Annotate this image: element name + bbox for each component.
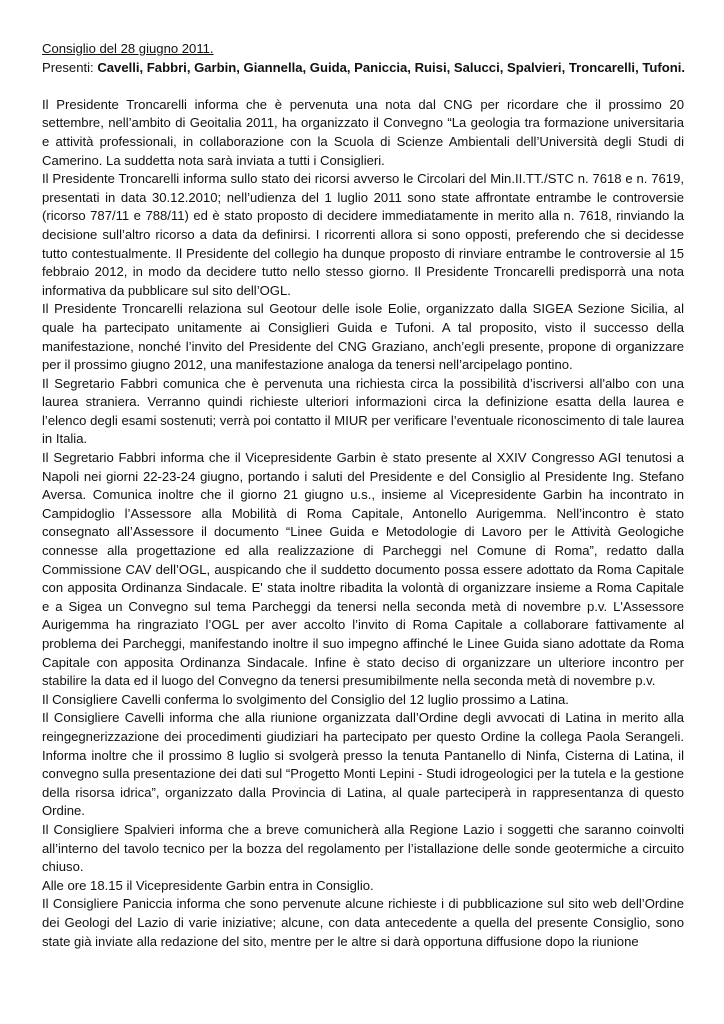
paragraph-avvocati-latina: Il Consigliere Cavelli informa che alla riunione organizzata dall’Ordine degli avvocati di Latina in merito alla reingegnerizzazione dei procedimenti giudiziari ha partecipato per questo Ordine la collega Paola Serangeli. Informa inoltre che il prossimo 8 luglio si svolgerà presso la tenuta Pantanello di Ninfa, Cisterna di Latina, il convegno sulla presentazione dei dati sul “Progetto Monti Lepini - Studi idrogeologici per la tutela e la gestione della risorsa idrica”, organizzato dalla Provincia di Latina, al quale parteciperà in rappresentanza di questo Ordine. — [42, 710, 684, 819]
paragraph-garbin-entra: Alle ore 18.15 il Vicepresidente Garbin entra in Consiglio. — [42, 877, 374, 893]
blank-line — [42, 77, 684, 96]
paragraph-pubblicazione-sito: Il Consigliere Paniccia informa che sono pervenute alcune richieste i di pubblicazione sul sito web dell’Ordine dei Geologi del Lazio di varie iniziative; alcune, con data antecedente a quella del presente Consiglio, sono state già inviate alla redazione del sito, mentre per le altre si darà opportuna diffusione dopo la riunione — [42, 896, 684, 949]
paragraph-laurea-straniera: Il Segretario Fabbri comunica che è pervenuta una richiesta circa la possibilità d’iscriversi all'albo con una laurea straniera. Verranno quindi richieste ulteriori informazioni circa la definizione esatta della laurea e l’elenco degli esami sostenuti; verrà poi contatto il MIUR per verificare l’eventuale riconoscimento di tale laurea in Italia. — [42, 375, 684, 447]
paragraph-ricorsi-circolari: Il Presidente Troncarelli informa sullo stato dei ricorsi avverso le Circolari del Min.II.TT./STC n. 7618 e n. 7619, presentati in data 30.12.2010; nell’udienza del 1 luglio 2011 sono state affrontate entrambe le controversie (ricorso 787/11 e 788/11) ed è stato proposto di decidere immediatamente in merito alla n. 7618, rinviando la decisione sull’altro ricorso a data da definirsi. I ricorrenti allora si sono opposti, preferendo che si decidesse tutto contestualmente. Il Presidente del collegio ha dunque proposto di rinviare entrambe le controversie al 15 febbraio 2012, in modo da decidere tutto nello stesso giorno. Il Presidente Troncarelli predisporrà una nota informativa da pubblicare sul sito dell’OGL. — [42, 171, 684, 298]
attendees-line — [42, 59, 684, 78]
paragraph-consiglio-latina: Il Consigliere Cavelli conferma lo svolgimento del Consiglio del 12 luglio prossimo a Latina. — [42, 691, 569, 707]
paragraph-sonde-geotermiche: Il Consigliere Spalvieri informa che a breve comunicherà alla Regione Lazio i soggetti che saranno coinvolti all’interno del tavolo tecnico per la bozza del regolamento per l’istallazione delle sonde geotermiche a circuito chiuso. — [42, 821, 684, 875]
attendees-names: Cavelli, Fabbri, Garbin, Giannella, Guida, Paniccia, Ruisi, Salucci, Spalvieri, Troncarelli, Tufoni. — [97, 59, 686, 75]
document-page — [42, 40, 684, 951]
paragraph-geotour-eolie: Il Presidente Troncarelli relaziona sul Geotour delle isole Eolie, organizzato dalla SIGEA Sezione Sicilia, al quale ha partecipato unitamente ai Consiglieri Guida e Tufoni. A tal proposito, visto il successo della manifestazione, nonché l’invito del Presidente del CNG Graziano, anch’egli presente, propone di organizzare per il prossimo giugno 2012, una manifestazione analoga da tenersi nell’arcipelago pontino. — [42, 301, 684, 373]
attendees-label: Presenti: — [42, 59, 94, 75]
meeting-title: Consiglio del 28 giugno 2011. — [42, 41, 214, 56]
paragraph-congresso-agi-parcheggi: Il Segretario Fabbri informa che il Vicepresidente Garbin è stato presente al XXIV Congresso AGI tenutosi a Napoli nei giorni 22-23-24 giugno, portando i saluti del Presidente e del Consiglio al Presidente Ing. Stefano Aversa. Comunica inoltre che il giorno 21 giugno u.s., insieme al Vicepresidente Garbin ha incontrato in Campidoglio l’Assessore alla Mobilità di Roma Capitale, Antonello Aurigemma. Nell’incontro è stato consegnato all’Assessore il documento “Linee Guida e Metodologie di Lavoro per le Attività Geologiche connesse alla progettazione ed alla realizzazione di Parcheggi nel Comune di Roma”, redatto dalla Commissione CAV dell’OGL, auspicando che il suddetto documento possa essere adottato da Roma Capitale con apposita Ordinanza Sindacale. E' stata inoltre ribadita la volontà di organizzare insieme a Roma Capitale e a Sigea un Convegno sul tema Parcheggi da tenersi nella seconda metà di novembre p.v. L'Assessore Aurigemma ha ringraziato l’OGL per aver accolto l’invito di Roma Capitale a collaborare fattivamente al problema dei Parcheggi, manifestando inoltre il suo impegno affinché le Linee Guida siano adottate da Roma Capitale con apposita Ordinanza Sindacale. Infine è stato deciso di organizzare un ulteriore incontro per stabilire la data ed il luogo del Convegno da tenersi presumibilmente nella seconda metà di novembre p.v. — [42, 450, 684, 689]
paragraph-geoitalia-convegno: Il Presidente Troncarelli informa che è pervenuta una nota dal CNG per ricordare che il prossimo 20 settembre, nell’ambito di Geoitalia 2011, ha organizzato il Convegno “La geologia tra formazione universitaria e attività professionali, in collaborazione con la Scuola di Scienze Ambientali dell’Università degli Studi di Camerino. La suddetta nota sarà inviata a tutti i Consiglieri. — [42, 96, 684, 168]
